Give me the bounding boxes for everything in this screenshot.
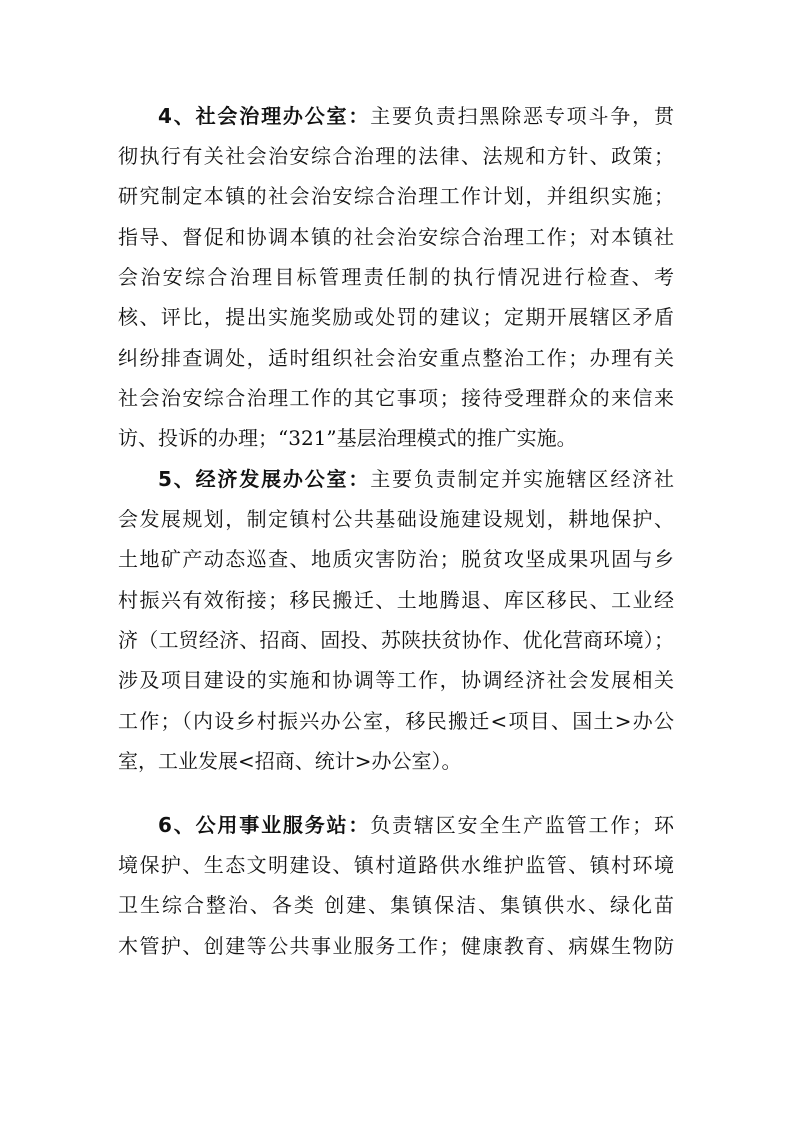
paragraph-line: 济（工贸经济、招商、固投、苏陕扶贫协作、优化营商环境）； [118,628,674,652]
paragraph-first-line [158,96,674,136]
paragraph-line: 研究制定本镇的社会治安综合治理工作计划，并组织实施； [118,184,674,208]
paragraph-text: 主要负责制定并实施辖区经济社 [370,467,675,491]
paragraph-line: 社会治安综合治理工作的其它事项；接待受理群众的来信来 [118,386,674,410]
paragraph-line: 村振兴有效衔接；移民搬迁、土地腾退、库区移民、工业经 [118,588,674,612]
section-heading: 6、公用事业服务站： [158,813,371,837]
paragraph-line: 工作；（内设乡村振兴办公室，移民搬迁<项目、国土>办公 [118,709,674,733]
paragraph-line: 涉及项目建设的实施和协调等工作，协调经济社会发展相关 [118,668,674,692]
section-heading: 5、经济发展办公室： [158,467,371,491]
paragraph-line: 彻执行有关社会治安综合治理的法律、法规和方针、政策； [118,144,674,168]
paragraph-line: 会治安综合治理目标管理责任制的执行情况进行检查、考 [118,265,674,289]
paragraph-text: 主要负责扫黑除恶专项斗争，贯 [370,104,675,128]
paragraph-first-line [158,459,674,499]
paragraph-line: 纠纷排查调处，适时组织社会治安重点整治工作；办理有关 [118,346,674,370]
paragraph-line: 核、评比，提出实施奖励或处罚的建议；定期开展辖区矛盾 [118,305,674,329]
paragraph-first-line [158,805,674,845]
paragraph-line: 指导、督促和协调本镇的社会治安综合治理工作；对本镇社 [118,225,674,249]
paragraph-line: 会发展规划，制定镇村公共基础设施建设规划，耕地保护、 [118,507,674,531]
paragraph-text: 负责辖区安全生产监管工作；环 [370,813,675,837]
paragraph-line: 境保护、生态文明建设、镇村道路供水维护监管、镇村环境 [118,853,674,877]
section-heading: 4、社会治理办公室： [158,104,371,128]
paragraph-line: 室，工业发展<招商、统计>办公室）。 [118,749,462,773]
paragraph-line: 土地矿产动态巡查、地质灾害防治；脱贫攻坚成果巩固与乡 [118,547,674,571]
paragraph-line: 访、投诉的办理；“321”基层治理模式的推广实施。 [118,426,577,450]
paragraph-line: 木管护、创建等公共事业服务工作；健康教育、病媒生物防 [118,934,674,958]
paragraph-line: 卫生综合整治、各类 创建、集镇保洁、集镇供水、绿化苗 [118,893,674,917]
